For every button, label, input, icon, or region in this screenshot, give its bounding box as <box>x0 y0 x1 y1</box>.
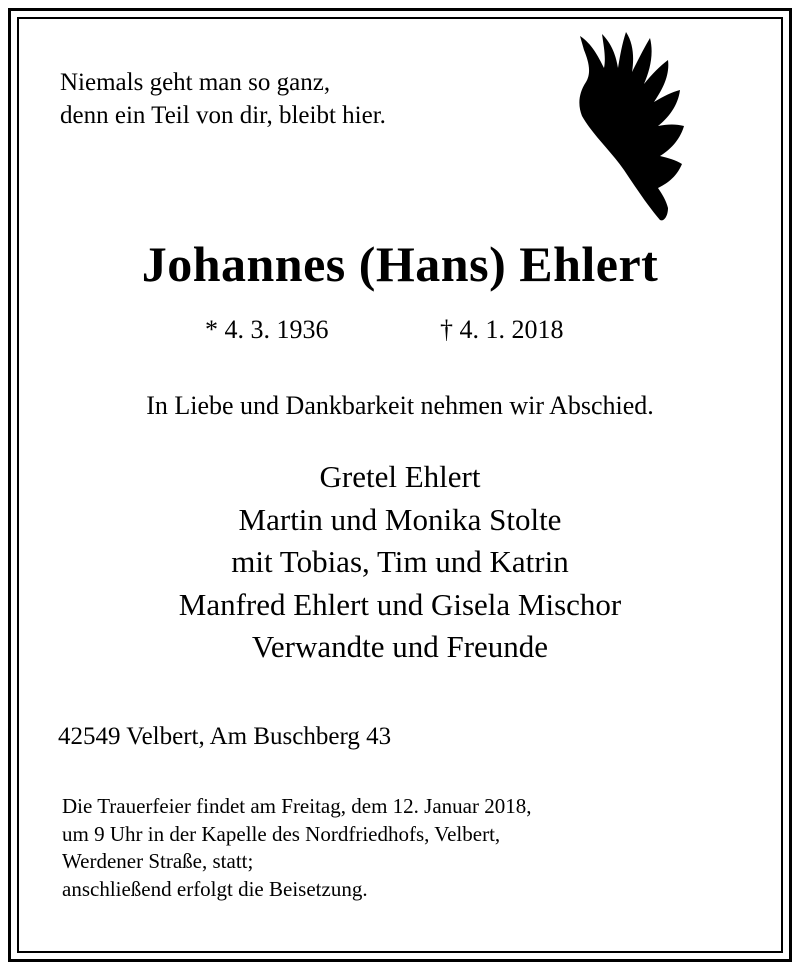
service-line: anschließend erfolgt die Beisetzung. <box>62 876 368 901</box>
motto <box>60 66 386 132</box>
mourner-line: Manfred Ehlert und Gisela Mischor <box>178 586 622 622</box>
mourner-line: Martin und Monika Stolte <box>238 501 562 537</box>
mourner-line: Verwandte und Freunde <box>251 629 549 664</box>
motto-line: Niemals geht man so ganz, <box>60 69 331 96</box>
birth-date: * 4. 3. 1936 <box>205 315 329 344</box>
service-line: um 9 Uhr in der Kapelle des Nordfriedhofs, Velbert, <box>62 821 501 846</box>
service-details <box>62 793 531 903</box>
mourner-line: Gretel Ehlert <box>319 459 481 494</box>
motto-line: denn ein Teil von dir, bleibt hier. <box>60 102 386 129</box>
service-line: Werdener Straße, statt; <box>62 849 254 873</box>
deceased-name: Johannes (Hans) Ehlert <box>141 236 659 292</box>
mourner-line: mit Tobias, Tim und Katrin <box>231 544 569 579</box>
service-line: Die Trauerfeier findet am Freitag, dem 12. Januar 2018, <box>62 794 532 818</box>
family-address: 42549 Velbert, Am Buschberg 43 <box>58 723 392 750</box>
wing-icon <box>578 28 690 224</box>
death-date: † 4. 1. 2018 <box>440 315 564 344</box>
farewell-text: In Liebe und Dankbarkeit nehmen wir Abschied. <box>146 391 654 420</box>
mourners-list <box>0 456 800 669</box>
